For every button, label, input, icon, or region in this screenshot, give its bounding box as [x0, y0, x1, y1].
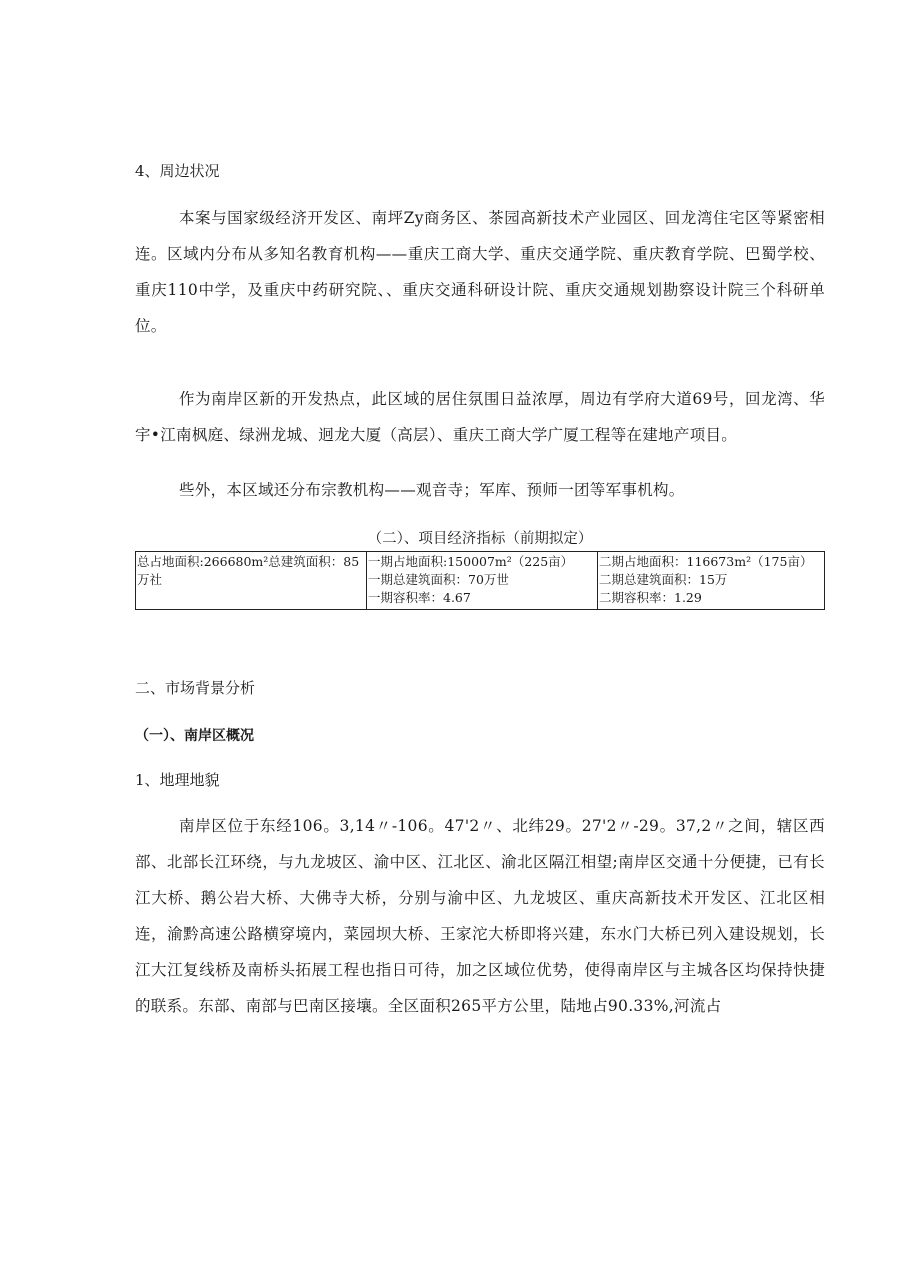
economic-indicators-table [135, 551, 825, 610]
phase1-building-area: 一期总建筑面积：70万世 [368, 572, 509, 587]
table-cell-phase1 [367, 552, 598, 610]
phase2-land-area: 二期占地面积：116673m²（175亩） [599, 554, 813, 569]
table-cell-total [136, 552, 367, 610]
table-row [136, 552, 825, 610]
subsection-heading-geography: 1、地理地貌 [135, 771, 220, 789]
phase2-building-area: 二期总建筑面积：15万 [599, 572, 728, 587]
subsection-heading-nanan: （一）、南岸区概况 [135, 728, 254, 744]
table-caption: （二）、项目经济指标（前期拟定） [367, 531, 593, 547]
paragraph-geography: 南岸区位于东经106。3,14〃-106。47'2〃、北纬29。27'2〃-29。37,2〃之间，辖区西部、北部长江环绕，与九龙坡区、渝中区、江北区、渝北区隔江相望;南岸区交通十分便捷，已有长江大桥、鹅公岩大桥、大佛寺大桥，分别与渝中区、九龙坡区、重庆高新技术开发区、江北区相连，渝黔高速公路横穿境内，菜园坝大桥、王家沱大桥即将兴建，东水门大桥已列入建设规划，长江大江复线桥及南桥头拓展工程也指日可待，加之区域位优势，使得南岸区与主城各区均保持快捷的联系。东部、南部与巴南区接壤。全区面积265平方公里，陆地占90.33%,河流占 [135, 817, 825, 1015]
phase1-plot-ratio: 一期容积率：4.67 [368, 590, 471, 605]
section-heading-market: 二、市场背景分析 [135, 679, 256, 697]
table-cell-phase2 [598, 552, 825, 610]
paragraph-surroundings-3: 些外，本区域还分布宗教机构——观音寺；军库、预师一团等军事机构。 [179, 481, 685, 499]
phase1-land-area: 一期占地面积:150007m²（225亩） [368, 554, 574, 569]
total-area-text: 总占地面积:266680m²总建筑面积：85万社 [137, 554, 360, 587]
paragraph-surroundings-1: 本案与国家级经济开发区、南坪Zy商务区、茶园高新技术产业园区、回龙湾住宅区等紧密相连。区域内分布从多知名教育机构——重庆工商大学、重庆交通学院、重庆教育学院、巴蜀学校、重庆110中学，及重庆中药研究院、、重庆交通科研设计院、重庆交通规划勘察设计院三个科研单位。 [135, 209, 825, 335]
phase2-plot-ratio: 二期容积率：1.29 [599, 590, 702, 605]
paragraph-surroundings-2: 作为南岸区新的开发热点，此区域的居住氛围日益浓厚，周边有学府大道69号，回龙湾、华宇•江南枫庭、绿洲龙城、迥龙大厦（高层）、重庆工商大学广厦工程等在建地产项目。 [135, 390, 825, 444]
section-heading-surroundings: 4、周边状况 [135, 162, 220, 180]
